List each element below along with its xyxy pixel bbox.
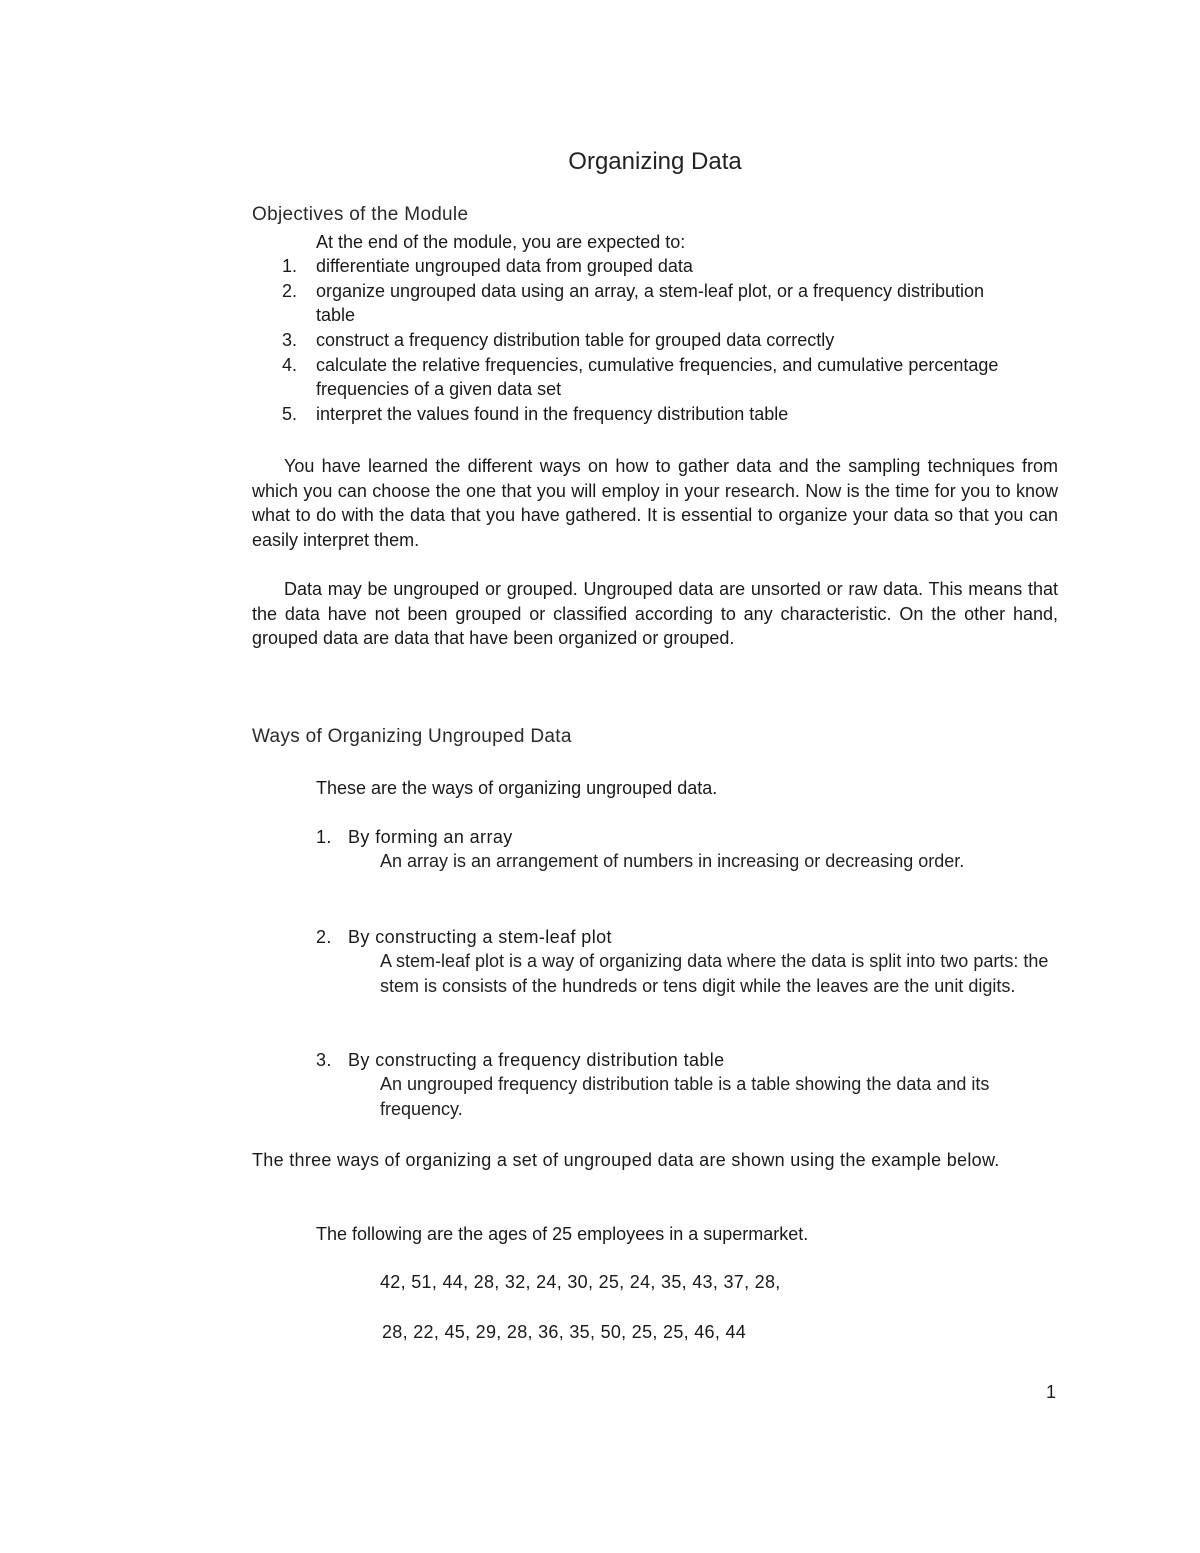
objective-number: 2.: [282, 281, 298, 301]
way-number: 3.: [316, 1050, 332, 1070]
objective-item: [252, 279, 1022, 327]
data-types-paragraph: Data may be ungrouped or grouped. Ungrouped data are unsorted or raw data. This means that the data have not been grouped or classified according to any characteristic. On the other hand, grouped data are data that have been organized or grouped.: [252, 579, 1058, 648]
objectives-intro: At the end of the module, you are expected to:: [316, 232, 686, 252]
objective-text: construct a frequency distribution table for grouped data correctly: [316, 330, 835, 350]
way-description: A stem-leaf plot is a way of organizing data where the data is split into two parts: the stem is consists of the hundreds or tens digit while the leaves are the unit digits.: [380, 951, 1049, 996]
way-title-text: By constructing a stem-leaf plot: [348, 927, 612, 947]
objectives-list: [252, 254, 1022, 426]
way-title: [316, 925, 1061, 949]
way-number: 2.: [316, 927, 332, 947]
page-title: Organizing Data: [568, 148, 742, 175]
way-description: An array is an arrangement of numbers in increasing or decreasing order.: [380, 851, 965, 871]
objective-item: [252, 353, 1022, 401]
objective-number: 4.: [282, 355, 298, 375]
example-intro: The three ways of organizing a set of ungrouped data are shown using the example below.: [252, 1150, 1000, 1170]
page-number: 1: [1046, 1382, 1057, 1402]
data-values-line-2: 28, 22, 45, 29, 28, 36, 35, 50, 25, 25, 46, 44: [382, 1322, 747, 1342]
way-title: [316, 825, 1061, 849]
objective-text: differentiate ungrouped data from grouped data: [316, 256, 693, 276]
way-description: An ungrouped frequency distribution table is a table showing the data and its frequency.: [380, 1074, 990, 1119]
way-title: [316, 1048, 1061, 1072]
objective-item: [252, 254, 1022, 278]
way-item-stem-leaf: [316, 925, 1061, 999]
objective-number: 1.: [282, 256, 298, 276]
objective-item: [252, 402, 1022, 426]
example-statement: The following are the ages of 25 employees in a supermarket.: [316, 1224, 809, 1244]
objective-text: interpret the values found in the frequency distribution table: [316, 404, 789, 424]
way-title-text: By forming an array: [348, 827, 513, 847]
ways-heading: Ways of Organizing Ungrouped Data: [252, 726, 572, 747]
objectives-heading: Objectives of the Module: [252, 204, 469, 225]
way-number: 1.: [316, 827, 332, 847]
way-title-text: By constructing a frequency distribution table: [348, 1050, 725, 1070]
objective-text: organize ungrouped data using an array, a stem-leaf plot, or a frequency distribution table: [316, 281, 985, 325]
data-values-line-1: 42, 51, 44, 28, 32, 24, 30, 25, 24, 35, 43, 37, 28,: [380, 1272, 781, 1292]
objective-number: 5.: [282, 404, 298, 424]
objective-item: [252, 328, 1022, 352]
way-item-array: [316, 825, 1061, 874]
way-item-frequency-table: [316, 1048, 1061, 1122]
objective-number: 3.: [282, 330, 298, 350]
ways-intro: These are the ways of organizing ungrouped data.: [316, 778, 718, 798]
intro-paragraph: You have learned the different ways on how to gather data and the sampling techniques from which you can choose the one that you will employ in your research. Now is the time for you to know what to do with the data that you have gathered. It is essential to organize your data so that you can easily interpret them.: [252, 456, 1058, 550]
objective-text: calculate the relative frequencies, cumulative frequencies, and cumulative percentage frequencies of a given data set: [316, 355, 999, 399]
